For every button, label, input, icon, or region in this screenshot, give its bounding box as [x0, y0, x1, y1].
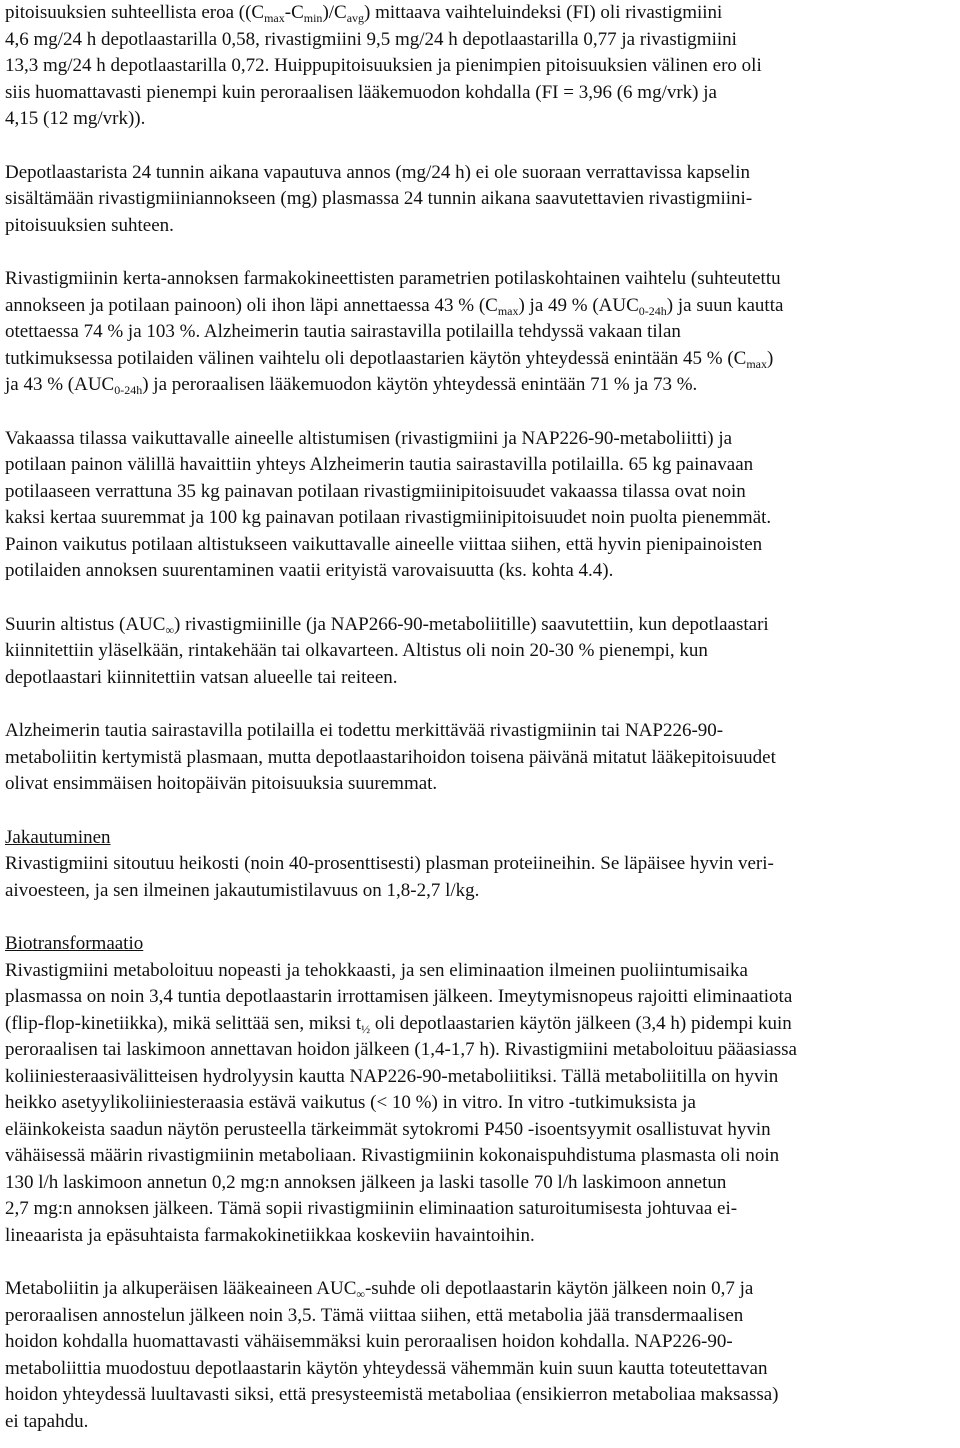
- text-run: (flip-flop-kinetiikka), mikä selittää sen, miksi t: [5, 1012, 362, 1034]
- text-run: hoidon yhteydessä luultavasti siksi, että presysteemistä metaboliaa (ensikierron metaboliaa maksassa): [5, 1384, 779, 1405]
- text-line: [5, 878, 954, 905]
- text-line: [5, 984, 954, 1011]
- paragraph-biotransformation: [5, 931, 954, 1249]
- text-run: olivat ensimmäisen hoitopäivän pitoisuuksia suuremmat.: [5, 773, 438, 794]
- paragraph-intro-fluctuation: [5, 0, 954, 133]
- text-run: Suurin altistus (AUC: [5, 613, 166, 635]
- paragraph-dose-release: [5, 160, 954, 240]
- subscript: ∞: [356, 1287, 365, 1301]
- text-line: [5, 80, 954, 107]
- text-line: [5, 160, 954, 187]
- subscript: avg: [346, 11, 365, 25]
- text-run: )/C: [322, 2, 347, 23]
- text-run: oli depotlaastarien käytön jälkeen (3,4 h) pidempi kuin: [370, 1012, 792, 1034]
- text-run: siis huomattavasti pienempi kuin peroraalisen lääkemuodon kohdalla (FI = 3,96 (6 mg/vrk) ja: [5, 81, 717, 103]
- text-line: [5, 186, 954, 213]
- text-line: [5, 532, 954, 559]
- text-line: [5, 1409, 954, 1436]
- text-run: kiinnitettiin yläselkään, rintakehään tai olkavarteen. Altistus oli noin 20-30 % pienempi, kun: [5, 640, 708, 661]
- paragraph-metabolite-ratio: [5, 1276, 954, 1435]
- paragraph-body-weight: [5, 426, 954, 585]
- text-run: tutkimuksessa potilaiden välinen vaihtelu oli depotlaastarien käytön yhteydessä enintään 45 % (C: [5, 347, 747, 369]
- text-run: Alzheimerin tautia sairastavilla potilailla ei todettu merkittävää rivastigmiinin tai NAP226-90-: [5, 720, 724, 741]
- subscript: max: [497, 303, 519, 318]
- text-line: [5, 213, 954, 240]
- text-run: Vakaassa tilassa vaikuttavalle aineelle altistumisen (rivastigmiini ja NAP226-90-metaboliitti) ja: [5, 427, 733, 449]
- section-heading: Jakautuminen: [5, 826, 111, 848]
- text-run: Metaboliitin ja alkuperäisen lääkeaineen AUC: [5, 1278, 357, 1299]
- text-run: Painon vaikutus potilaan altistukseen vaikuttavalle aineelle viittaa siihen, että hyvin pienipainoisten: [5, 533, 763, 555]
- text-line: [5, 745, 954, 772]
- text-run: -C: [284, 2, 304, 23]
- text-run: aivoesteen, ja sen ilmeinen jakautumistilavuus on 1,8-2,7 l/kg.: [5, 879, 480, 901]
- text-line: [5, 0, 954, 27]
- subscript: ½: [361, 1021, 371, 1036]
- text-line: [5, 53, 954, 80]
- text-run: 130 l/h laskimoon annetun 0,2 mg:n annoksen jälkeen ja laski tasolle 70 l/h laskimoon annetun: [5, 1171, 727, 1193]
- subscript: max: [746, 356, 768, 371]
- text-line: [5, 851, 954, 878]
- paragraph-accumulation: [5, 718, 954, 798]
- text-run: ja 43 % (AUC: [5, 374, 115, 395]
- text-line: [5, 505, 954, 532]
- text-line: [5, 372, 954, 399]
- text-line: [5, 1223, 954, 1250]
- text-line: [5, 293, 954, 320]
- text-line: [5, 558, 954, 585]
- text-run: potilaaseen verrattuna 35 kg painavan potilaan rivastigmiinipitoisuudet vakaassa tilassa ovat noin: [5, 480, 746, 502]
- text-line: [5, 1037, 954, 1064]
- text-run: ) ja suun kautta: [666, 294, 784, 316]
- text-run: Rivastigmiini sitoutuu heikosti (noin 40-prosenttisesti) plasman proteiineihin. Se läpäisee hyvin veri-: [5, 853, 774, 874]
- text-line: [5, 1090, 954, 1117]
- text-line: [5, 665, 954, 692]
- text-line: [5, 479, 954, 506]
- text-run: ) ja peroraalisen lääkemuodon käytön yhteydessä enintään 71 % ja 73 %.: [142, 374, 698, 395]
- text-run: 13,3 mg/24 h depotlaastarilla 0,72. Huippupitoisuuksien ja pienimpien pitoisuuksien välinen ero oli: [5, 55, 762, 76]
- text-line: [5, 1356, 954, 1383]
- text-line: [5, 27, 954, 54]
- text-line: [5, 1011, 954, 1038]
- text-run: peroraalisen tai laskimoon annettavan hoidon jälkeen (1,4-1,7 h). Rivastigmiini metaboloituu pääasiassa: [5, 1039, 797, 1060]
- text-run: otettaessa 74 % ja 103 %. Alzheimerin tautia sairastavilla potilailla tehdyssä vakaan tilan: [5, 321, 681, 342]
- paragraph-variability: [5, 266, 954, 399]
- text-line: [5, 1329, 954, 1356]
- text-run: Rivastigmiini metaboloituu nopeasti ja tehokkaasti, ja sen eliminaation ilmeinen puoliintumisaika: [5, 959, 748, 981]
- text-line: [5, 106, 954, 133]
- text-run: 2,7 mg:n annoksen jälkeen. Tämä sopii rivastigmiinin eliminaation saturoitumisesta johtuvaa ei-: [5, 1198, 738, 1219]
- text-run: metaboliittia muodostuu depotlaastarin käytön yhteydessä vähemmän kuin suun kautta toteutettavan: [5, 1357, 768, 1379]
- text-line: [5, 1382, 954, 1409]
- text-run: ): [767, 347, 774, 369]
- text-line: [5, 266, 954, 293]
- section-heading: Biotransformaatio: [5, 933, 144, 954]
- text-run: 4,6 mg/24 h depotlaastarilla 0,58, rivastigmiini 9,5 mg/24 h depotlaastarilla 0,77 ja rivastigmiini: [5, 28, 737, 50]
- text-line: [5, 1117, 954, 1144]
- subscript: 0-24h: [638, 303, 667, 318]
- text-run: peroraalisen annostelun jälkeen noin 3,5. Tämä viittaa siihen, että metabolia jää transdermaalisen: [5, 1304, 744, 1326]
- text-run: kaksi kertaa suuremmat ja 100 kg painavan potilaan rivastigmiinipitoisuudet noin puolta pienemmät.: [5, 507, 772, 528]
- paragraph-application-site: [5, 612, 954, 692]
- paragraph-distribution: [5, 825, 954, 905]
- text-run: ) mittaava vaihteluindeksi (FI) oli rivastigmiini: [364, 2, 723, 23]
- text-line: [5, 1276, 954, 1303]
- text-run: 4,15 (12 mg/vrk)).: [5, 108, 146, 129]
- text-run: ) rivastigmiinille (ja NAP266-90-metaboliitille) saavutettiin, kun depotlaastari: [174, 613, 769, 635]
- text-run: heikko asetyylikoliiniesteraasia estävä vaikutus (< 10 %) in vitro. In vitro -tutkimuksista ja: [5, 1092, 696, 1113]
- text-line: [5, 319, 954, 346]
- text-line: [5, 612, 954, 639]
- subscript: 0-24h: [114, 383, 143, 397]
- text-run: potilaan painon välillä havaittiin yhteys Alzheimerin tautia sairastavilla potilailla. 65 kg painavaan: [5, 454, 754, 475]
- text-run: annokseen ja potilaan painoon) oli ihon läpi annettaessa 43 % (C: [5, 294, 498, 316]
- text-line: [5, 1143, 954, 1170]
- text-line: [5, 346, 954, 373]
- text-line: [5, 1303, 954, 1330]
- text-run: metaboliitin kertymistä plasmaan, mutta depotlaastarihoidon toisena päivänä mitatut lääkepitoisuudet: [5, 746, 776, 768]
- text-line: [5, 1064, 954, 1091]
- text-run: Depotlaastarista 24 tunnin aikana vapautuva annos (mg/24 h) ei ole suoraan verrattavissa kapselin: [5, 161, 750, 183]
- text-run: hoidon kohdalla huomattavasti vähäisemmäksi kuin peroraalisen hoidon kohdalla. NAP226-90-: [5, 1331, 733, 1352]
- text-run: koliiniesteraasivälitteisen hydrolyysin kautta NAP226-90-metaboliitiksi. Tällä metaboliitilla on hyvin: [5, 1065, 779, 1087]
- text-run: plasmassa on noin 3,4 tuntia depotlaastarin irrottamisen jälkeen. Imeytymisnopeus rajoitti eliminaatiota: [5, 986, 793, 1007]
- text-line: [5, 426, 954, 453]
- text-run: ei tapahdu.: [5, 1410, 89, 1432]
- subscript: max: [264, 11, 285, 25]
- text-run: ) ja 49 % (AUC: [518, 294, 639, 316]
- text-line: [5, 1196, 954, 1223]
- text-run: pitoisuuksien suhteen.: [5, 214, 174, 236]
- text-line: [5, 958, 954, 985]
- text-run: pitoisuuksien suhteellista eroa ((C: [5, 2, 265, 23]
- text-run: depotlaastari kiinnitettiin vatsan alueelle tai reiteen.: [5, 666, 398, 688]
- text-run: potilaiden annoksen suurentaminen vaatii erityistä varovaisuutta (ks. kohta 4.4).: [5, 560, 614, 581]
- text-line: [5, 452, 954, 479]
- subscript: min: [303, 11, 323, 25]
- text-line: [5, 771, 954, 798]
- text-line: [5, 1170, 954, 1197]
- text-run: sisältämään rivastigmiiniannokseen (mg) plasmassa 24 tunnin aikana saavutettavien rivastigmiini-: [5, 188, 753, 209]
- text-run: -suhde oli depotlaastarin käytön jälkeen noin 0,7 ja: [364, 1278, 754, 1299]
- text-run: vähäisessä määrin rivastigmiinin metaboliaan. Rivastigmiinin kokonaispuhdistuma plasmasta oli noin: [5, 1145, 780, 1166]
- text-run: Rivastigmiinin kerta-annoksen farmakokineettisten parametrien potilaskohtainen vaihtelu (suhteutettu: [5, 268, 781, 289]
- text-line: [5, 718, 954, 745]
- text-run: lineaarista ja epäsuhtaista farmakokinetiikkaa koskeviin havaintoihin.: [5, 1224, 535, 1246]
- text-run: eläinkokeista saadun näytön perusteella tärkeimmät sytokromi P450 -isoentsyymit osallistuvat hyvin: [5, 1118, 771, 1140]
- text-line: [5, 638, 954, 665]
- subscript: ∞: [165, 622, 175, 637]
